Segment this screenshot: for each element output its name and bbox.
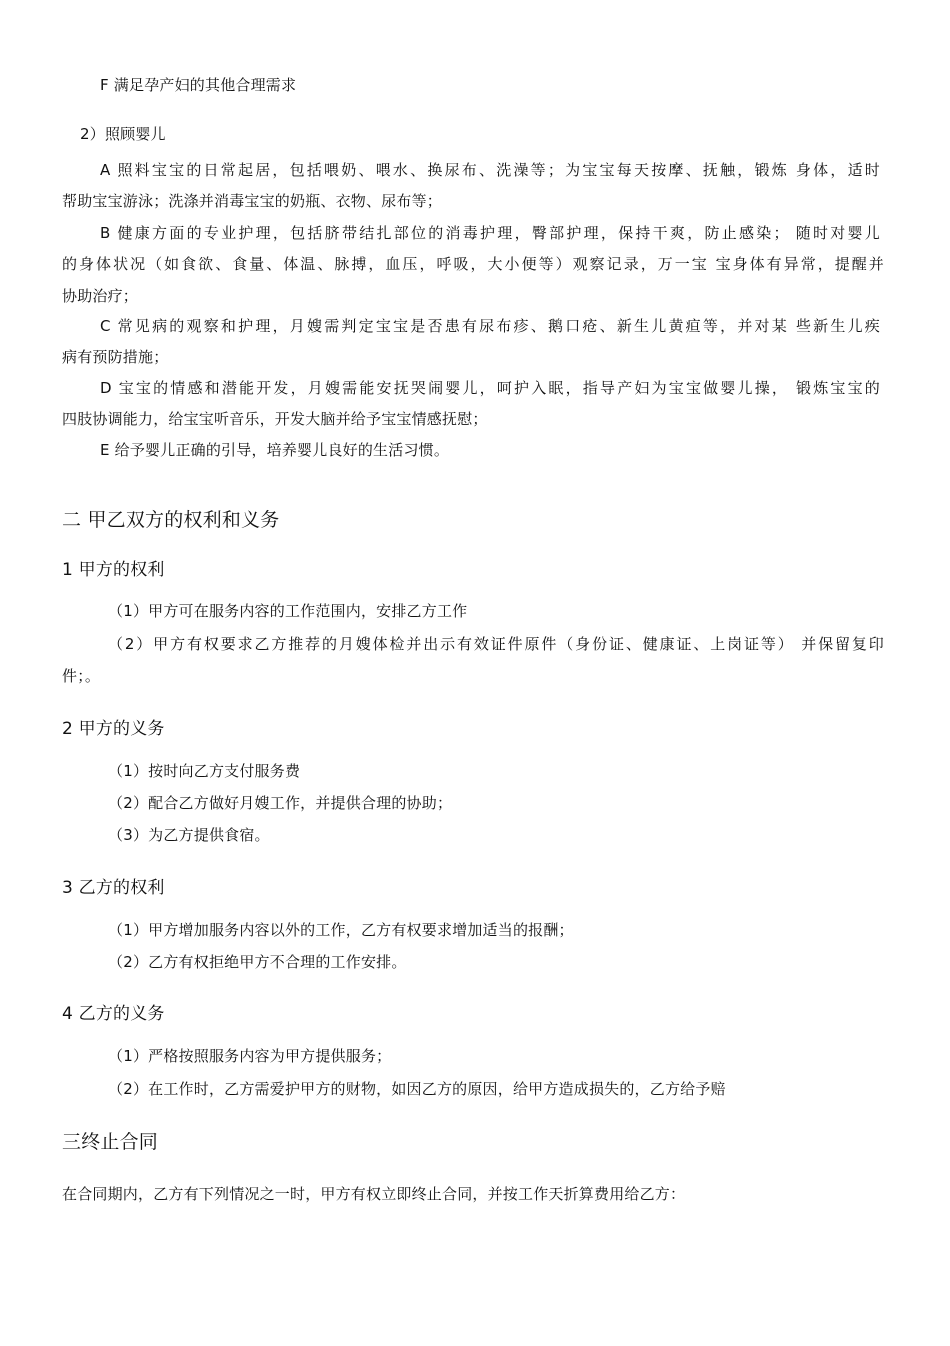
care-baby-item-a-line1: A 照料宝宝的日常起居，包括喂奶、喂水、换尿布、洗澡等；为宝宝每天按摩、抚触，锻炼 身体，适时 [100,161,880,179]
section2-sub4-item1: （1）严格按照服务内容为甲方提供服务； [108,1047,392,1065]
section2-sub2-item2: （2）配合乙方做好月嫂工作，并提供合理的协助； [108,794,453,812]
section2-sub1-item2-line2: 件；。 [62,667,101,685]
section2-sub1-item1: （1）甲方可在服务内容的工作范围内，安排乙方工作 [108,602,468,620]
section2-sub2-item3: （3）为乙方提供食宿。 [108,826,270,844]
section2-sub4-title: 4 乙方的义务 [62,1004,165,1024]
care-baby-item-b-line1: B 健康方面的专业护理，包括脐带结扎部位的消毒护理，臀部护理，保持干爽，防止感染； 随时对婴儿 [100,224,880,242]
care-baby-item-b-line3: 协助治疗； [62,287,139,305]
section3-intro: 在合同期内，乙方有下列情况之一时，甲方有权立即终止合同，并按工作天折算费用给乙方： [62,1185,686,1203]
care-baby-item-c-line2: 病有预防措施； [62,348,169,366]
section2-sub3-item2: （2）乙方有权拒绝甲方不合理的工作安排。 [108,953,407,971]
care-baby-item-d-line2: 四肢协调能力，给宝宝听音乐，开发大脑并给予宝宝情感抚慰； [62,410,488,428]
section3-title: 三终止合同 [62,1131,159,1153]
section2-sub2-title: 2 甲方的义务 [62,719,165,739]
care-baby-item-a-line2: 帮助宝宝游泳；洗涤并消毒宝宝的奶瓶、衣物、尿布等； [62,192,443,210]
care-mother-item-f: F 满足孕产妇的其他合理需求 [100,76,297,94]
care-baby-item-b-line2: 的身体状况（如食欲、食量、体温、脉搏，血压，呼吸，大小便等）观察记录，万一宝 宝身体有异常，提醒并 [62,255,884,273]
care-baby-item-e: E 给予婴儿正确的引导，培养婴儿良好的生活习惯。 [100,441,450,459]
section2-sub1-item2-line1: （2）甲方有权要求乙方推荐的月嫂体检并出示有效证件原件（身份证、健康证、上岗证等） 并保留复印 [108,635,884,653]
care-baby-item-d-line1: D 宝宝的情感和潜能开发，月嫂需能安抚哭闹婴儿，呵护入眠，指导产妇为宝宝做婴儿操， 锻炼宝宝的 [100,379,880,397]
section2-sub2-item1: （1）按时向乙方支付服务费 [108,762,301,780]
care-baby-item-c-line1: C 常见病的观察和护理，月嫂需判定宝宝是否患有尿布疹、鹅口疮、新生儿黄疸等，并对某 些新生儿疾 [100,317,880,335]
section2-sub3-title: 3 乙方的权利 [62,878,165,898]
section2-sub4-item2: （2）在工作时，乙方需爱护甲方的财物，如因乙方的原因，给甲方造成损失的，乙方给予赔 [108,1080,726,1098]
section2-title: 二 甲乙双方的权利和义务 [62,509,280,531]
care-baby-heading: 2）照顾婴儿 [80,125,166,143]
section2-sub1-title: 1 甲方的权利 [62,560,165,580]
section2-sub3-item1: （1）甲方增加服务内容以外的工作，乙方有权要求增加适当的报酬； [108,921,574,939]
